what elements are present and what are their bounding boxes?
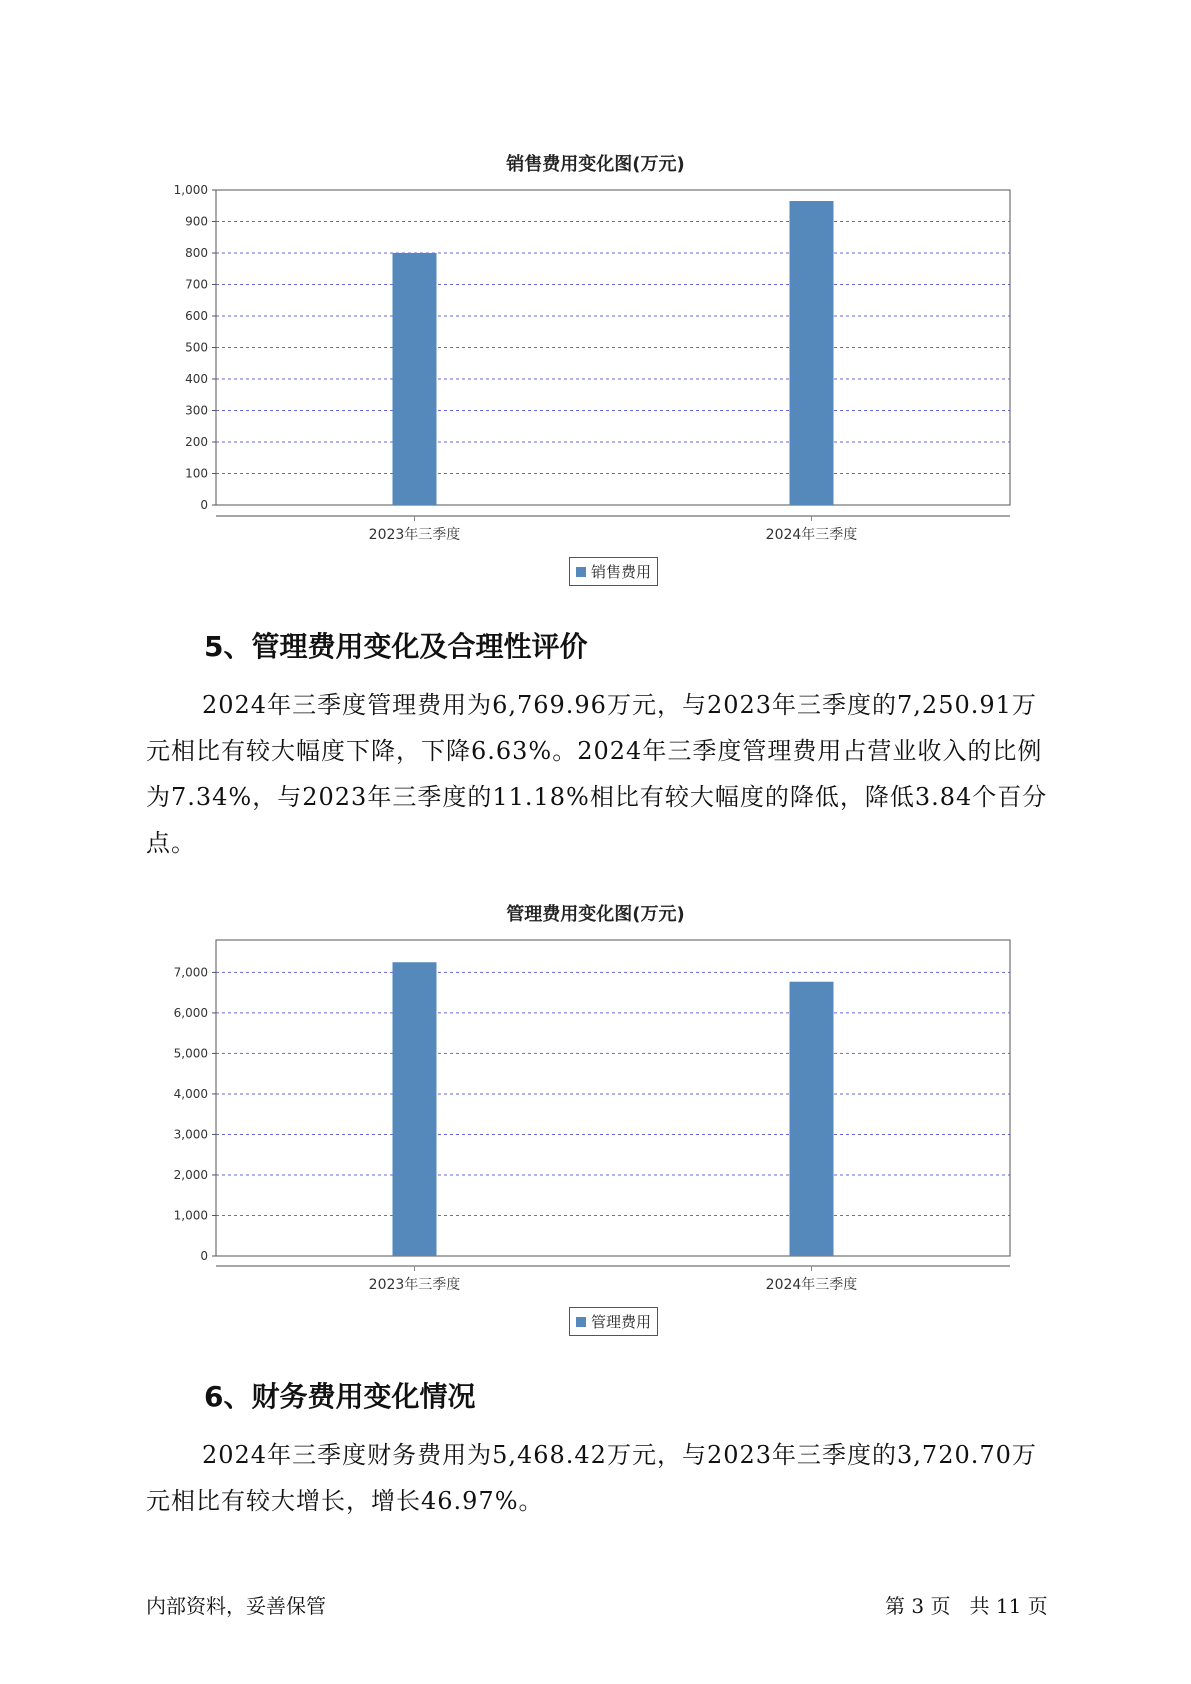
x-tick-label: 2023年三季度 <box>368 527 461 543</box>
y-tick-label: 0 <box>200 498 208 512</box>
bar <box>790 982 834 1256</box>
y-tick-label: 100 <box>185 466 208 481</box>
y-tick-label: 800 <box>185 246 208 260</box>
footer-page-number: 第 3 页 共 11 页 <box>885 1594 1048 1618</box>
legend-label: 销售费用 <box>591 563 652 581</box>
y-tick-label: 1,000 <box>173 1208 208 1223</box>
y-tick-label: 700 <box>185 277 208 292</box>
section-paragraph: 2024年三季度财务费用为5,468.42万元，与2023年三季度的3,720.70万元相比有较大增长，增长46.97%。 <box>146 1441 1037 1515</box>
x-tick-label: 2024年三季度 <box>765 527 858 543</box>
y-tick-label: 200 <box>185 435 208 449</box>
section-paragraph: 2024年三季度管理费用为6,769.96万元，与2023年三季度的7,250.91万元相比有较大幅度下降，下降6.63%。2024年三季度管理费用占营业收入的比例为7.34%，与2023年三季度的11.18%相比有较大幅度的降低，降低3.84个百分点。 <box>146 691 1048 857</box>
bar <box>393 962 437 1256</box>
y-tick-label: 600 <box>185 309 208 323</box>
y-tick-label: 400 <box>185 372 208 386</box>
section-heading: 5、管理费用变化及合理性评价 <box>204 630 588 663</box>
y-tick-label: 7,000 <box>173 965 208 980</box>
x-tick-label: 2024年三季度 <box>765 1277 858 1293</box>
chart-title: 管理费用变化图(万元) <box>506 904 685 925</box>
footer-confidential: 内部资料，妥善保管 <box>146 1594 326 1618</box>
plot-frame <box>216 940 1010 1256</box>
y-tick-label: 3,000 <box>173 1127 208 1142</box>
y-tick-label: 900 <box>185 214 208 229</box>
y-tick-label: 1,000 <box>173 183 208 197</box>
section-heading: 6、财务费用变化情况 <box>204 1380 476 1413</box>
y-tick-label: 4,000 <box>173 1086 208 1101</box>
y-tick-label: 500 <box>185 340 208 355</box>
legend-swatch <box>576 1317 586 1327</box>
y-tick-label: 300 <box>185 403 208 418</box>
y-tick-label: 0 <box>200 1249 208 1263</box>
chart-legend <box>569 1307 658 1336</box>
x-tick-label: 2023年三季度 <box>368 1277 461 1293</box>
y-tick-label: 2,000 <box>173 1167 208 1182</box>
y-tick-label: 5,000 <box>173 1046 208 1061</box>
y-tick-label: 6,000 <box>173 1005 208 1020</box>
legend-label: 管理费用 <box>591 1313 652 1331</box>
chart-title: 销售费用变化图(万元) <box>506 154 685 175</box>
